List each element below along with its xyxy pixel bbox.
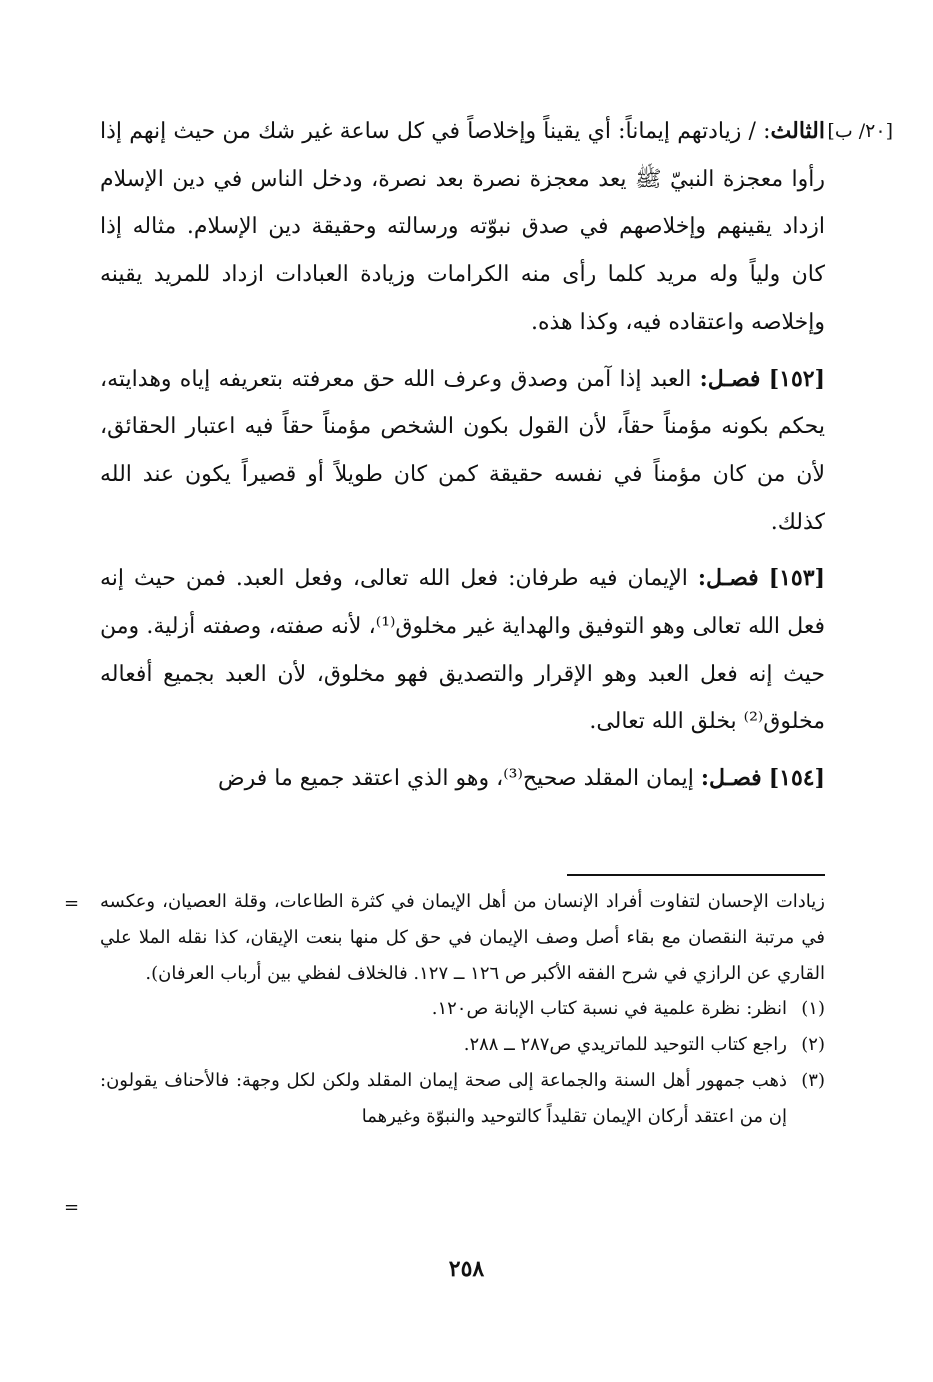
margin-folio-reference: [٢٠/ ب]	[827, 120, 893, 142]
footnote-text: انظر: نظرة علمية في نسبة كتاب الإبانة ص١٢٠.	[431, 998, 787, 1020]
footnote-text: راجع كتاب التوحيد للماتريدي ص٢٨٧ ــ ٢٨٨.	[463, 1034, 787, 1056]
section-label: فصـل:	[697, 565, 759, 592]
footnote-marker: (٣)	[801, 1069, 825, 1091]
trailing-continuation-mark: =	[64, 1197, 80, 1218]
page-number: ٢٥٨	[448, 1256, 485, 1282]
footnote-separator	[567, 874, 825, 876]
paragraph-intro	[100, 108, 825, 347]
footnote-2	[100, 1027, 825, 1063]
section-153	[100, 555, 825, 746]
footnotes	[100, 884, 825, 1135]
section-number: [١٥٣]	[768, 565, 825, 592]
section-label: فصـل:	[700, 765, 762, 792]
paragraph-text: : / زيادتهم إيماناً: أي يقيناً وإخلاصاً في كل ساعة غير شك من حيث إنهم إذا رأوا معجزة النبيّ ﷺ يعد معجزة نصرة بعد نصرة، ودخل الناس في دين الإسلام ازداد يقينهم وإخلاصهم في صدق نبوّته ورسالته وحقيقة دين الإسلام. مثاله إذا كان ولياً وله مريد كلما رأى منه الكرامات وزيادة العبادات ازداد للمريد يقينه وإخلاصه واعتقاده فيه، وكذا هذه.	[100, 119, 825, 335]
footnote-marker: (٢)	[801, 1034, 825, 1056]
main-text	[100, 108, 825, 812]
footnote-continuation: زيادات الإحسان لتفاوت أفراد الإنسان من أهل الإيمان في كثرة الطاعات، وقلة العصيان، وعكسه في مرتبة النقصان مع بقاء أصل وصف الإيمان في حق كل منها بنعت الإيقان، كذا نقله الملا علي القاري عن الرازي في شرح الفقه الأكبر ص ١٢٦ ــ ١٢٧. فالخلاف لفظي بين أرباب العرفان).	[100, 891, 825, 984]
footnote-3	[100, 1063, 825, 1135]
section-text: إيمان المقلد صحيح⁽³⁾، وهو الذي اعتقد جميع ما فرض	[218, 766, 701, 792]
section-text: العبد إذا آمن وصدق وعرف الله حق معرفته بتعريفه إياه وهدايته، يحكم بكونه مؤمناً حقاً، لأن القول بكون الشخص مؤمناً حقاً فيه اعتبار الحقائق، لأن من كان مؤمناً في نفسه حقيقة كمن كان طويلاً أو قصيراً يكون عند الله كذلك.	[100, 366, 825, 535]
ordinal-label: الثالث	[770, 118, 825, 144]
section-154	[100, 755, 825, 803]
continuation-mark: =	[64, 893, 80, 914]
footnote-text: ذهب جمهور أهل السنة والجماعة إلى صحة إيمان المقلد ولكن لكل وجهة: فالأحناف يقولون: إن من اعتقد أركان الإيمان تقليداً كالتوحيد والنبوّة وغيرهما	[100, 1069, 787, 1127]
section-number: [١٥٤]	[768, 765, 825, 792]
section-label: فصـل:	[699, 365, 761, 392]
footnote-1	[100, 991, 825, 1027]
section-number: [١٥٢]	[768, 365, 826, 392]
section-text: الإيمان فيه طرفان: فعل الله تعالى، وفعل العبد. فمن حيث إنه فعل الله تعالى وهو التوفيق والهداية غير مخلوق⁽¹⁾، لأنه صفته، وصفته أزلية. ومن حيث إنه فعل العبد وهو الإقرار والتصديق فهو مخلوق، لأن العبد بجميع أفعاله مخلوق⁽²⁾ بخلق الله تعالى.	[100, 566, 826, 735]
footnote-marker: (١)	[801, 998, 825, 1020]
section-152	[100, 356, 825, 547]
